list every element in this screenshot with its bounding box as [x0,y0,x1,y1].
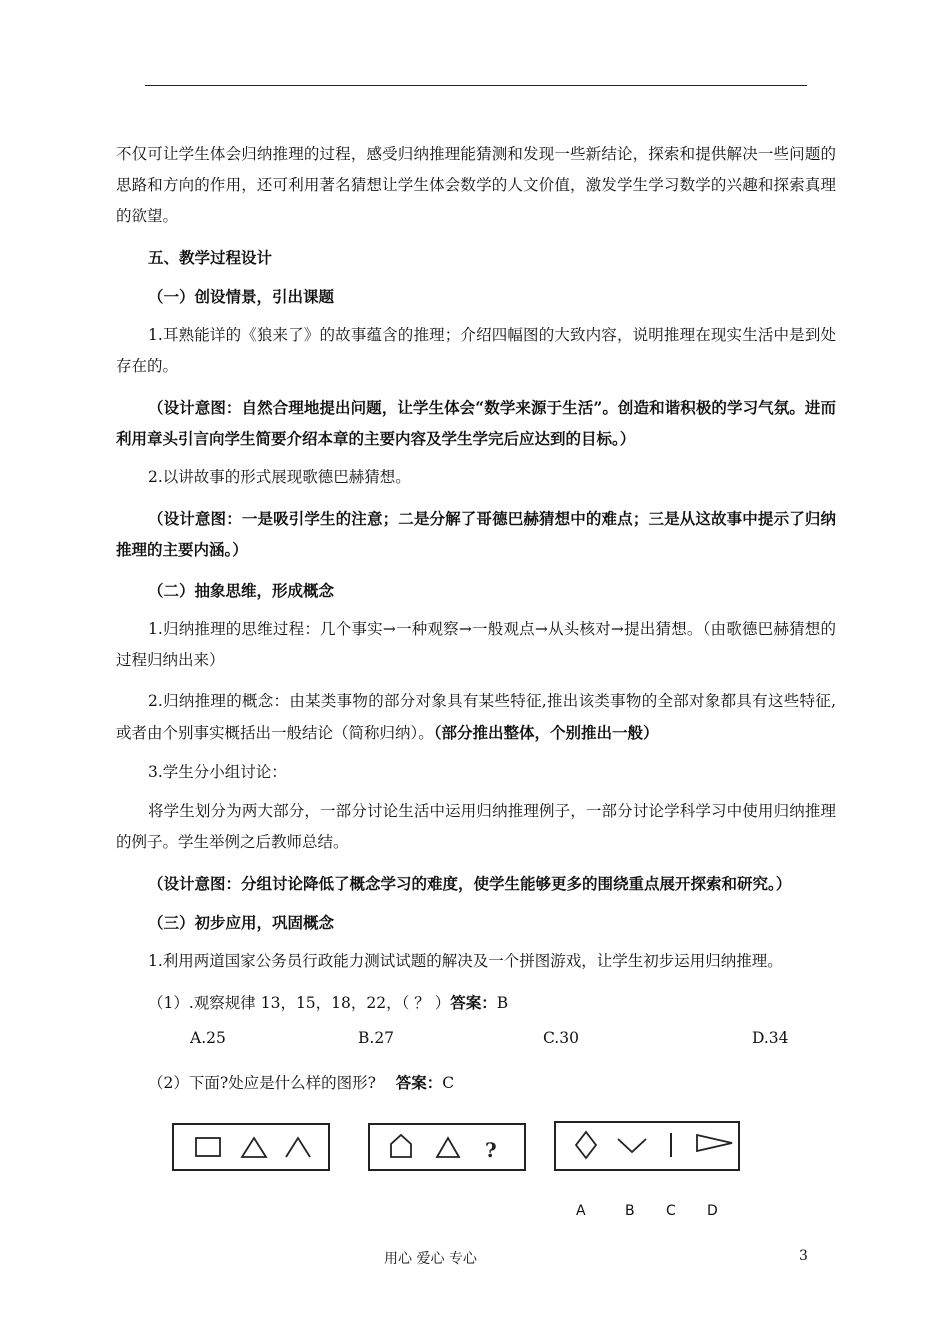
v-shape-icon [618,1139,646,1152]
figure-label-a: A [576,1203,586,1219]
option-a: A.25 [190,1029,226,1047]
triangle-icon [242,1138,266,1157]
step-1-2: 2.以讲故事的形式展现歌德巴赫猜想。 [148,468,411,486]
question-1-answer: B [496,994,509,1012]
subsection-heading-2: （二）抽象思维，形成概念 [148,581,335,600]
question-2-text: （2）下面?处应是什么样的图形? [148,1074,376,1092]
question-1 [116,987,836,1019]
question-2-answer-label: 答案： [395,1073,443,1092]
caret-icon [286,1138,310,1157]
step-2-2-emphasis: （部分推出整体，个别推出一般） [433,723,659,742]
step-2-2 [116,686,836,749]
diamond-icon [576,1132,596,1158]
header-rule [145,85,807,86]
section-heading-5: 五、教学过程设计 [148,248,273,267]
figure-label-b: B [625,1203,635,1219]
question-mark: ? [485,1138,497,1162]
figure-label-c: C [666,1203,676,1219]
design-intent-1: （设计意图：自然合理地提出问题，让学生体会“数学来源于生活”。创造和谐积极的学习气氛。进而利用章头引言向学生简要介绍本章的主要内容及学生学完后应达到的目标。） [116,398,836,448]
step-2-2-text: 2.归纳推理的概念：由某类事物的部分对象具有某些特征,推出该类事物的全部对象都具有这些特征,或者由个别事实概括出一般结论（简称归纳）。 [116,692,836,742]
figure-box-3 [554,1121,740,1171]
question-1-options [116,1029,836,1059]
step-3-1: 1.利用两道国家公务员行政能力测试试题的解决及一个拼图游戏，让学生初步运用归纳推理。 [148,952,783,970]
triangle-icon [437,1138,459,1157]
question-1-answer-label: 答案： [450,993,497,1012]
figure-label-d: D [707,1203,718,1219]
figure-box-3-canvas [556,1123,742,1173]
square-icon [196,1138,220,1156]
page-number: 3 [799,1248,808,1264]
pentagon-icon [391,1135,411,1157]
figure-box-2 [368,1123,526,1171]
option-b: B.27 [358,1029,395,1047]
option-c: C.30 [543,1029,579,1047]
figure-box-1 [172,1123,330,1171]
design-intent-3: （设计意图：分组讨论降低了概念学习的难度，使学生能够更多的围绕重点展开探索和研究。） [148,874,792,893]
right-triangle-icon [697,1135,732,1151]
figure-box-1-canvas [174,1125,332,1173]
figure-box-2-canvas [370,1125,528,1173]
question-2 [116,1067,836,1099]
step-2-1: 1.归纳推理的思维过程：几个事实→一种观察→一般观点→从头核对→提出猜想。（由歌德巴赫猜想的过程归纳出来） [116,620,836,669]
step-2-3: 3.学生分小组讨论： [148,763,287,781]
option-d: D.34 [752,1029,789,1047]
step-2-3-body: 将学生划分为两大部分，一部分讨论生活中运用归纳推理例子，一部分讨论学科学习中使用归纳推理的例子。学生举例之后教师总结。 [116,802,836,851]
intro-paragraph: 不仅可让学生体会归纳推理的过程，感受归纳推理能猜测和发现一些新结论，探索和提供解决一些问题的思路和方向的作用，还可利用著名猜想让学生体会数学的人文价值，激发学生学习数学的兴趣和探索真理的欲望。 [116,145,836,225]
footer-motto: 用心 爱心 专心 [384,1251,477,1267]
figure-puzzle [116,1113,836,1219]
subsection-heading-1: （一）创设情景，引出课题 [148,287,335,306]
design-intent-2: （设计意图：一是吸引学生的注意；二是分解了哥德巴赫猜想中的难点；三是从这故事中提示了归纳推理的主要内涵。） [116,509,836,559]
question-1-text: （1）.观察规律 13，15，18，22，（ ？ ） [148,994,451,1012]
step-1-1: 1.耳熟能详的《狼来了》的故事蕴含的推理；介绍四幅图的大致内容，说明推理在现实生活中是到处存在的。 [116,326,836,375]
subsection-heading-3: （三）初步应用，巩固概念 [148,913,335,932]
page-body [116,139,836,1219]
question-2-answer: C [442,1074,455,1092]
